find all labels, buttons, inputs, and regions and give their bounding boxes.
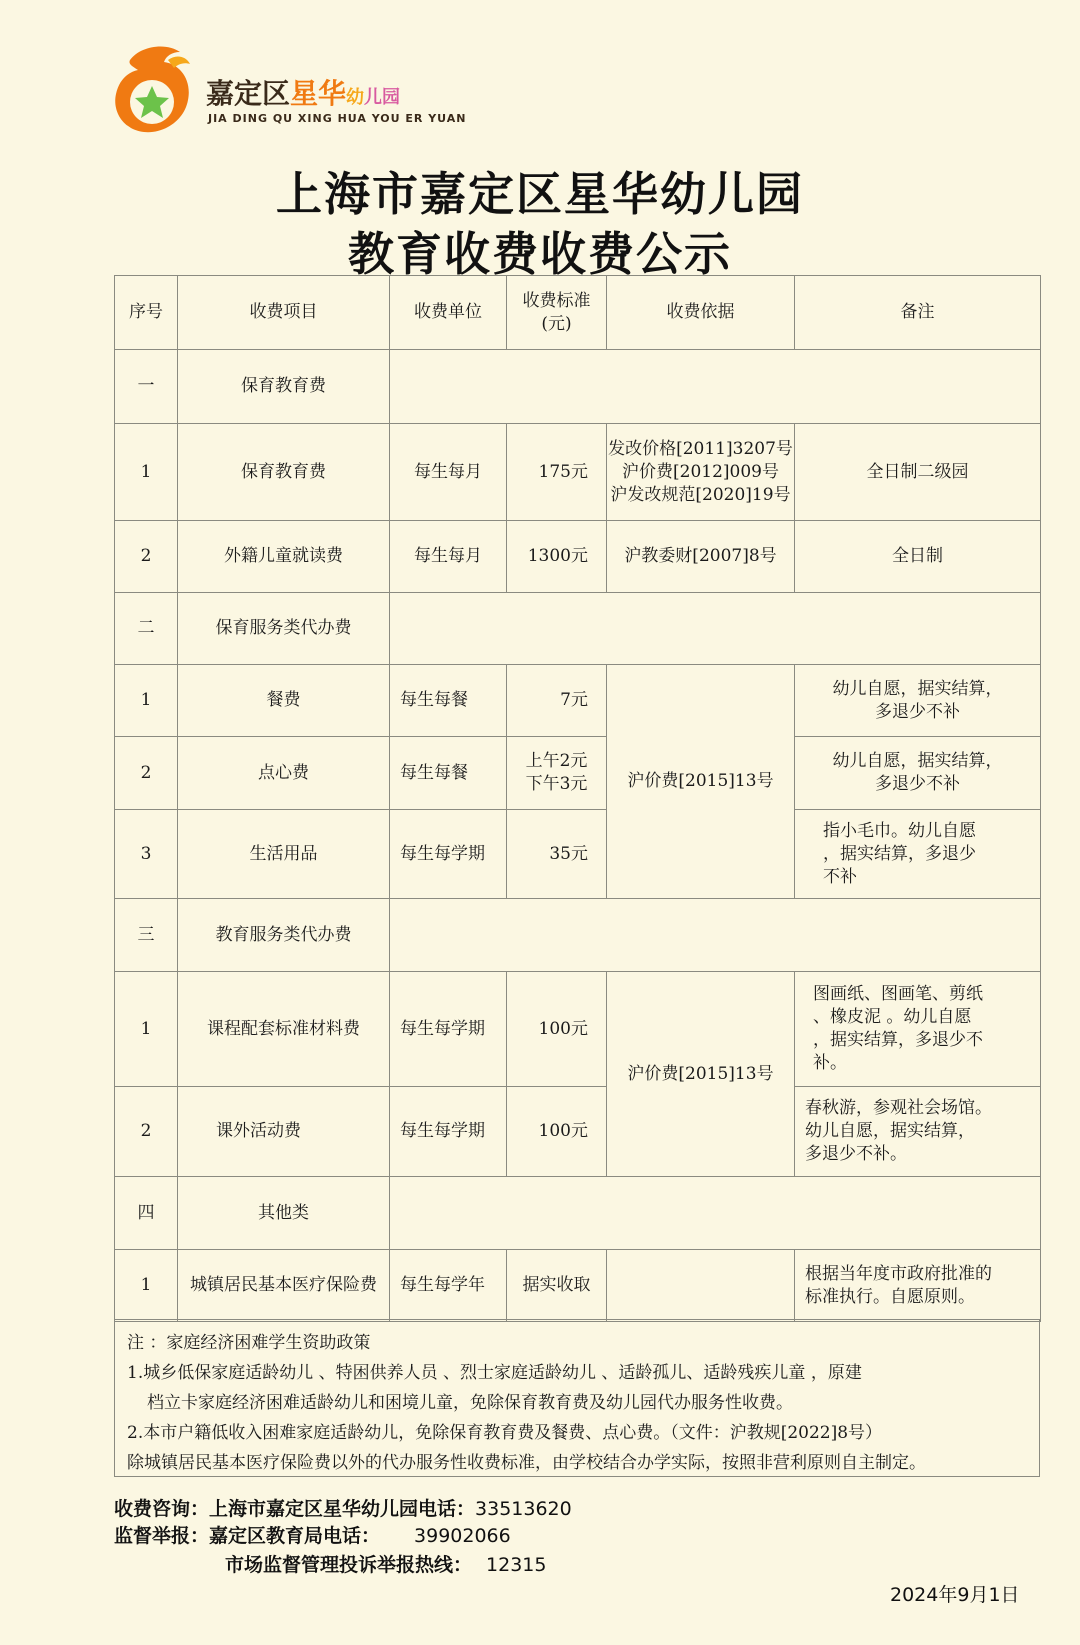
cell-item: 城镇居民基本医疗保险费 (178, 1250, 390, 1322)
cell-standard: 据实收取 (507, 1250, 607, 1322)
section-row (115, 350, 1041, 424)
cell-unit: 每生每学年 (390, 1250, 507, 1322)
note-line: 2.本市户籍低收入困难家庭适龄幼儿，免除保育教育费及餐费、点心费。（文件：沪教规[2022]8号） (127, 1423, 883, 1443)
cell-remark: 指小毛巾。幼儿自愿 ，据实结算，多退少 不补 (795, 810, 1041, 899)
publish-date: 2024年9月1日 (890, 1584, 1020, 1606)
section-row (115, 1177, 1041, 1250)
cell-item: 外籍儿童就读费 (178, 521, 390, 593)
section-no: 三 (115, 899, 178, 972)
kindergarten-logo (110, 42, 467, 142)
cell-no: 1 (115, 1250, 178, 1322)
table-row (115, 737, 1041, 810)
cell-unit: 每生每月 (390, 424, 507, 521)
cell-basis: 沪教委财[2007]8号 (607, 521, 795, 593)
header-unit: 收费单位 (390, 276, 507, 350)
cell-basis (607, 1250, 795, 1322)
header-basis: 收费依据 (607, 276, 795, 350)
hotline-line (225, 1550, 546, 1577)
logo-emblem-icon (110, 42, 196, 138)
table-row (115, 1087, 1041, 1177)
section-name: 教育服务类代办费 (178, 899, 390, 972)
cell-unit: 每生每学期 (390, 972, 507, 1087)
header-no: 序号 (115, 276, 178, 350)
cell-item: 餐费 (178, 665, 390, 737)
section-blank (390, 350, 1041, 424)
section-blank (390, 1177, 1041, 1250)
cell-basis: 发改价格[2011]3207号 沪价费[2012]009号 沪发改规范[2020]19号 (607, 424, 795, 521)
cell-standard: 175元 (507, 424, 607, 521)
logo-name-part2: 星华 (290, 77, 347, 110)
section-no: 一 (115, 350, 178, 424)
cell-remark: 图画纸、图画笔、剪纸 、橡皮泥 。幼儿自愿 ，据实结算，多退少不 补。 (795, 972, 1041, 1087)
cell-item: 课外活动费 (178, 1087, 390, 1177)
logo-name-part1: 嘉定区 (206, 77, 291, 110)
section-name: 保育服务类代办费 (178, 593, 390, 665)
cell-remark: 幼儿自愿，据实结算， 多退少不补 (795, 665, 1041, 737)
cell-standard: 35元 (507, 810, 607, 899)
note-line: 除城镇居民基本医疗保险费以外的代办服务性收费标准，由学校结合办学实际，按照非营利原则自主制定。 (127, 1453, 926, 1473)
section-no: 四 (115, 1177, 178, 1250)
consult-number: 33513620 (475, 1498, 572, 1520)
cell-item: 生活用品 (178, 810, 390, 899)
section-blank (390, 899, 1041, 972)
logo-name-part3: 幼 (346, 87, 365, 108)
cell-unit: 每生每餐 (390, 737, 507, 810)
cell-standard: 上午2元 下午3元 (507, 737, 607, 810)
section-name: 其他类 (178, 1177, 390, 1250)
section-row (115, 593, 1041, 665)
cell-remark: 幼儿自愿，据实结算， 多退少不补 (795, 737, 1041, 810)
section-no: 二 (115, 593, 178, 665)
table-row (115, 665, 1041, 737)
table-row (115, 424, 1041, 521)
cell-basis: 沪价费[2015]13号 (607, 972, 795, 1177)
section-name: 保育教育费 (178, 350, 390, 424)
section-blank (390, 593, 1041, 665)
header-standard: 收费标准 (元) (507, 276, 607, 350)
cell-no: 2 (115, 1087, 178, 1177)
cell-basis: 沪价费[2015]13号 (607, 665, 795, 899)
cell-item: 课程配套标准材料费 (178, 972, 390, 1087)
fee-table (114, 275, 1041, 1322)
hotline-label: 市场监督管理投诉举报热线： (225, 1554, 473, 1576)
table-row (115, 810, 1041, 899)
header-remark: 备注 (795, 276, 1041, 350)
page-title-line2: 教育收费收费公示 (348, 227, 732, 281)
cell-standard: 100元 (507, 1087, 607, 1177)
cell-no: 1 (115, 972, 178, 1087)
logo-name-part4: 儿园 (364, 87, 401, 108)
cell-standard: 100元 (507, 972, 607, 1087)
report-line (114, 1521, 511, 1548)
hotline-number: 12315 (486, 1554, 547, 1576)
note-line: 档立卡家庭经济困难适龄幼儿和困境儿童，免除保育教育费及幼儿园代办服务性收费。 (147, 1393, 793, 1413)
cell-unit: 每生每月 (390, 521, 507, 593)
table-row (115, 1250, 1041, 1322)
logo-name (206, 72, 400, 112)
page-title-line1: 上海市嘉定区星华幼儿园 (276, 167, 804, 221)
cell-item: 保育教育费 (178, 424, 390, 521)
cell-no: 1 (115, 665, 178, 737)
notes-box (114, 1319, 1040, 1477)
cell-no: 3 (115, 810, 178, 899)
cell-remark: 根据当年度市政府批准的 标准执行。自愿原则。 (795, 1250, 1041, 1322)
report-number: 39902066 (414, 1525, 511, 1547)
note-line: 1.城乡低保家庭适龄幼儿 、特困供养人员 、烈士家庭适龄幼儿 、适龄孤儿、适龄残疾儿童 ，原建 (127, 1363, 862, 1383)
cell-item: 点心费 (178, 737, 390, 810)
section-row (115, 899, 1041, 972)
header-item: 收费项目 (178, 276, 390, 350)
note-heading: 注 ：家庭经济困难学生资助政策 (127, 1333, 371, 1353)
cell-standard: 1300元 (507, 521, 607, 593)
cell-no: 2 (115, 737, 178, 810)
cell-remark: 春秋游，参观社会场馆。 幼儿自愿，据实结算， 多退少不补。 (795, 1087, 1041, 1177)
cell-remark: 全日制二级园 (795, 424, 1041, 521)
cell-remark: 全日制 (795, 521, 1041, 593)
cell-unit: 每生每学期 (390, 1087, 507, 1177)
cell-unit: 每生每学期 (390, 810, 507, 899)
logo-pinyin: JIA DING QU XING HUA YOU ER YUAN (208, 112, 467, 125)
report-label: 监督举报：嘉定区教育局电话： (114, 1525, 381, 1547)
consult-line (114, 1494, 572, 1521)
table-row (115, 521, 1041, 593)
cell-no: 2 (115, 521, 178, 593)
table-row (115, 972, 1041, 1087)
table-header-row (115, 276, 1041, 350)
cell-unit: 每生每餐 (390, 665, 507, 737)
consult-label: 收费咨询：上海市嘉定区星华幼儿园电话： (114, 1498, 476, 1520)
cell-no: 1 (115, 424, 178, 521)
cell-standard: 7元 (507, 665, 607, 737)
